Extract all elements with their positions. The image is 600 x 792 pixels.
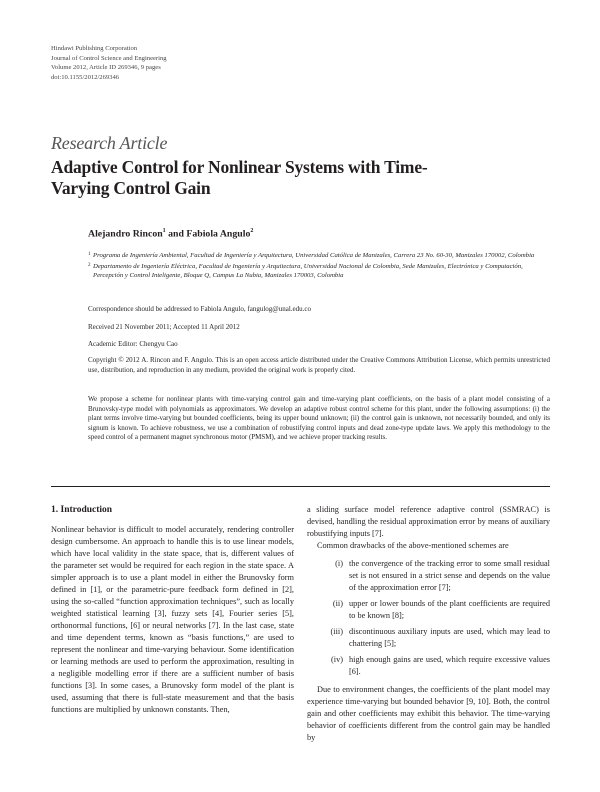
section-heading: 1. Introduction (51, 505, 113, 515)
correspondence: Correspondence should be addressed to Fabiola Angulo, fangulog@unal.edu.co (88, 305, 312, 313)
right-column (307, 504, 550, 744)
affiliations (88, 251, 550, 282)
affiliation (88, 251, 550, 261)
author-separator: and (165, 228, 187, 240)
intro-paragraph: Common drawbacks of the above-mentioned schemes are (317, 541, 509, 551)
list-item-text: upper or lower bounds of the plant coefficients are required to be known [8]; (349, 599, 550, 621)
journal-header (51, 44, 167, 82)
list-item (307, 558, 550, 594)
affiliation-text: Programa de Ingeniería Ambiental, Facultad de Ingeniería y Arquitectura, Universidad Católica de Manizales, Carrera 23 No. 60-30, Manizales 170002, Colombia (93, 252, 535, 259)
list-item-number: (iv) (331, 655, 343, 665)
publisher-line: Hindawi Publishing Corporation (51, 45, 138, 52)
author-affil-mark: 2 (250, 228, 254, 234)
affiliation-text: Departamento de Ingeniería Eléctrica, Facultad de Ingeniería y Arquitectura, Universidad Nacional de Colombia, Sede Manizales, Electrónica y Computación, Percepción y Control Inteligente, Bloque Q, Campus La Nubia, Manizales 170003, Colombia (93, 262, 523, 280)
affiliation (88, 262, 550, 281)
list-item-number: (ii) (332, 599, 343, 609)
authors (88, 228, 253, 239)
author-name: Fabiola Angulo (186, 228, 251, 240)
left-column (51, 504, 294, 716)
academic-editor: Academic Editor: Chengyu Cao (88, 340, 178, 348)
list-item (307, 598, 550, 622)
abstract: We propose a scheme for nonlinear plants with time-varying control gain and time-varying plant coefficients, on the basis of a plant model consisting of a Brunovsky-type model with polynomials as approximators. We develop an adaptive robust control scheme for this plant, under the following assumptions: (i) the plant terms involve time-varying but bounded coefficients, being its upper bound unknown; (ii) the control gain is unknown, not necessarily bounded, and only its signum is known. To achieve robustness, we use a combination of robustifying control inputs and dead zone-type update laws. We apply this methodology to the speed control of a permanent magnet synchronous motor (PMSM), and we achieve proper tracking results. (88, 395, 550, 442)
list-item-text: discontinuous auxiliary inputs are used, which may lead to chattering [5]; (349, 627, 550, 649)
author-name: Alejandro Rincon (88, 228, 163, 240)
section-divider (51, 486, 550, 487)
journal-line: Journal of Control Science and Engineering (51, 54, 167, 62)
intro-paragraph: a sliding surface model reference adaptive control (SSMRAC) is devised, handling the residual approximation error by means of auxiliary robustifying inputs [7]. (307, 505, 550, 539)
list-item-text: the convergence of the tracking error to some small residual set is not ensured in a strict sense and depends on the value of the approximation error [7]; (349, 559, 550, 593)
list-item-number: (iii) (330, 627, 343, 637)
list-item-number: (i) (335, 559, 343, 569)
drawbacks-list (307, 558, 550, 678)
affiliation-mark: 2 (88, 262, 91, 268)
intro-paragraph: Nonlinear behavior is difficult to model accurately, rendering controller design cumbersome. An approach to handle this is to use linear models, which have local validity in the state space, that is, different values of the parameter set would be required for each region in the state space. A simpler approach is to use a plant model in either the Brunovsky form defined in [1], or the parametric-pure feedback form defined in [2], using the so-called “function approximation techniques”, such as locally weighted statistical learning [3], fuzzy sets [4], Fourier series [5], orthonormal functions, [6] or neural networks [7]. In the last case, state and time dependent terms, known as “basis functions,” are used to represent the nonlinear and time-varying behaviour. Some identification or learning methods are used to perform the approximation, resulting in a negligible modelling error if there are a sufficient number of basis functions [3]. In some cases, a Brunovsky form model of the plant is used, assuming that there is full-state measurement and that the basis functions are multiplied by unknown constants. Then, (51, 525, 294, 715)
affiliation-mark: 1 (88, 252, 91, 257)
volume-line: Volume 2012, Article ID 269346, 9 pages (51, 64, 161, 71)
doi-line: doi:10.1155/2012/269346 (51, 73, 120, 81)
article-type: Research Article (51, 133, 168, 153)
copyright-notice: Copyright © 2012 A. Rincon and F. Angulo. This is an open access article distributed under the Creative Commons Attribution License, which permits unrestricted use, distribution, and reproduction in any medium, provided the original work is properly cited. (88, 356, 550, 374)
paper-title: Adaptive Control for Nonlinear Systems with Time-Varying Control Gain (51, 157, 428, 198)
author-affil-mark: 1 (162, 228, 166, 234)
list-item (307, 654, 550, 678)
intro-paragraph: Due to environment changes, the coefficients of the plant model may experience time-varying but bounded behavior [9, 10]. Both, the control gain and other coefficients may exhibit this behavior. The time-varying behavior of coefficients different from the control gain may be handled by (307, 685, 550, 743)
list-item-text: high enough gains are used, which require excessive values [6]. (349, 655, 550, 677)
received-dates: Received 21 November 2011; Accepted 11 April 2012 (88, 323, 240, 331)
list-item (307, 626, 550, 650)
